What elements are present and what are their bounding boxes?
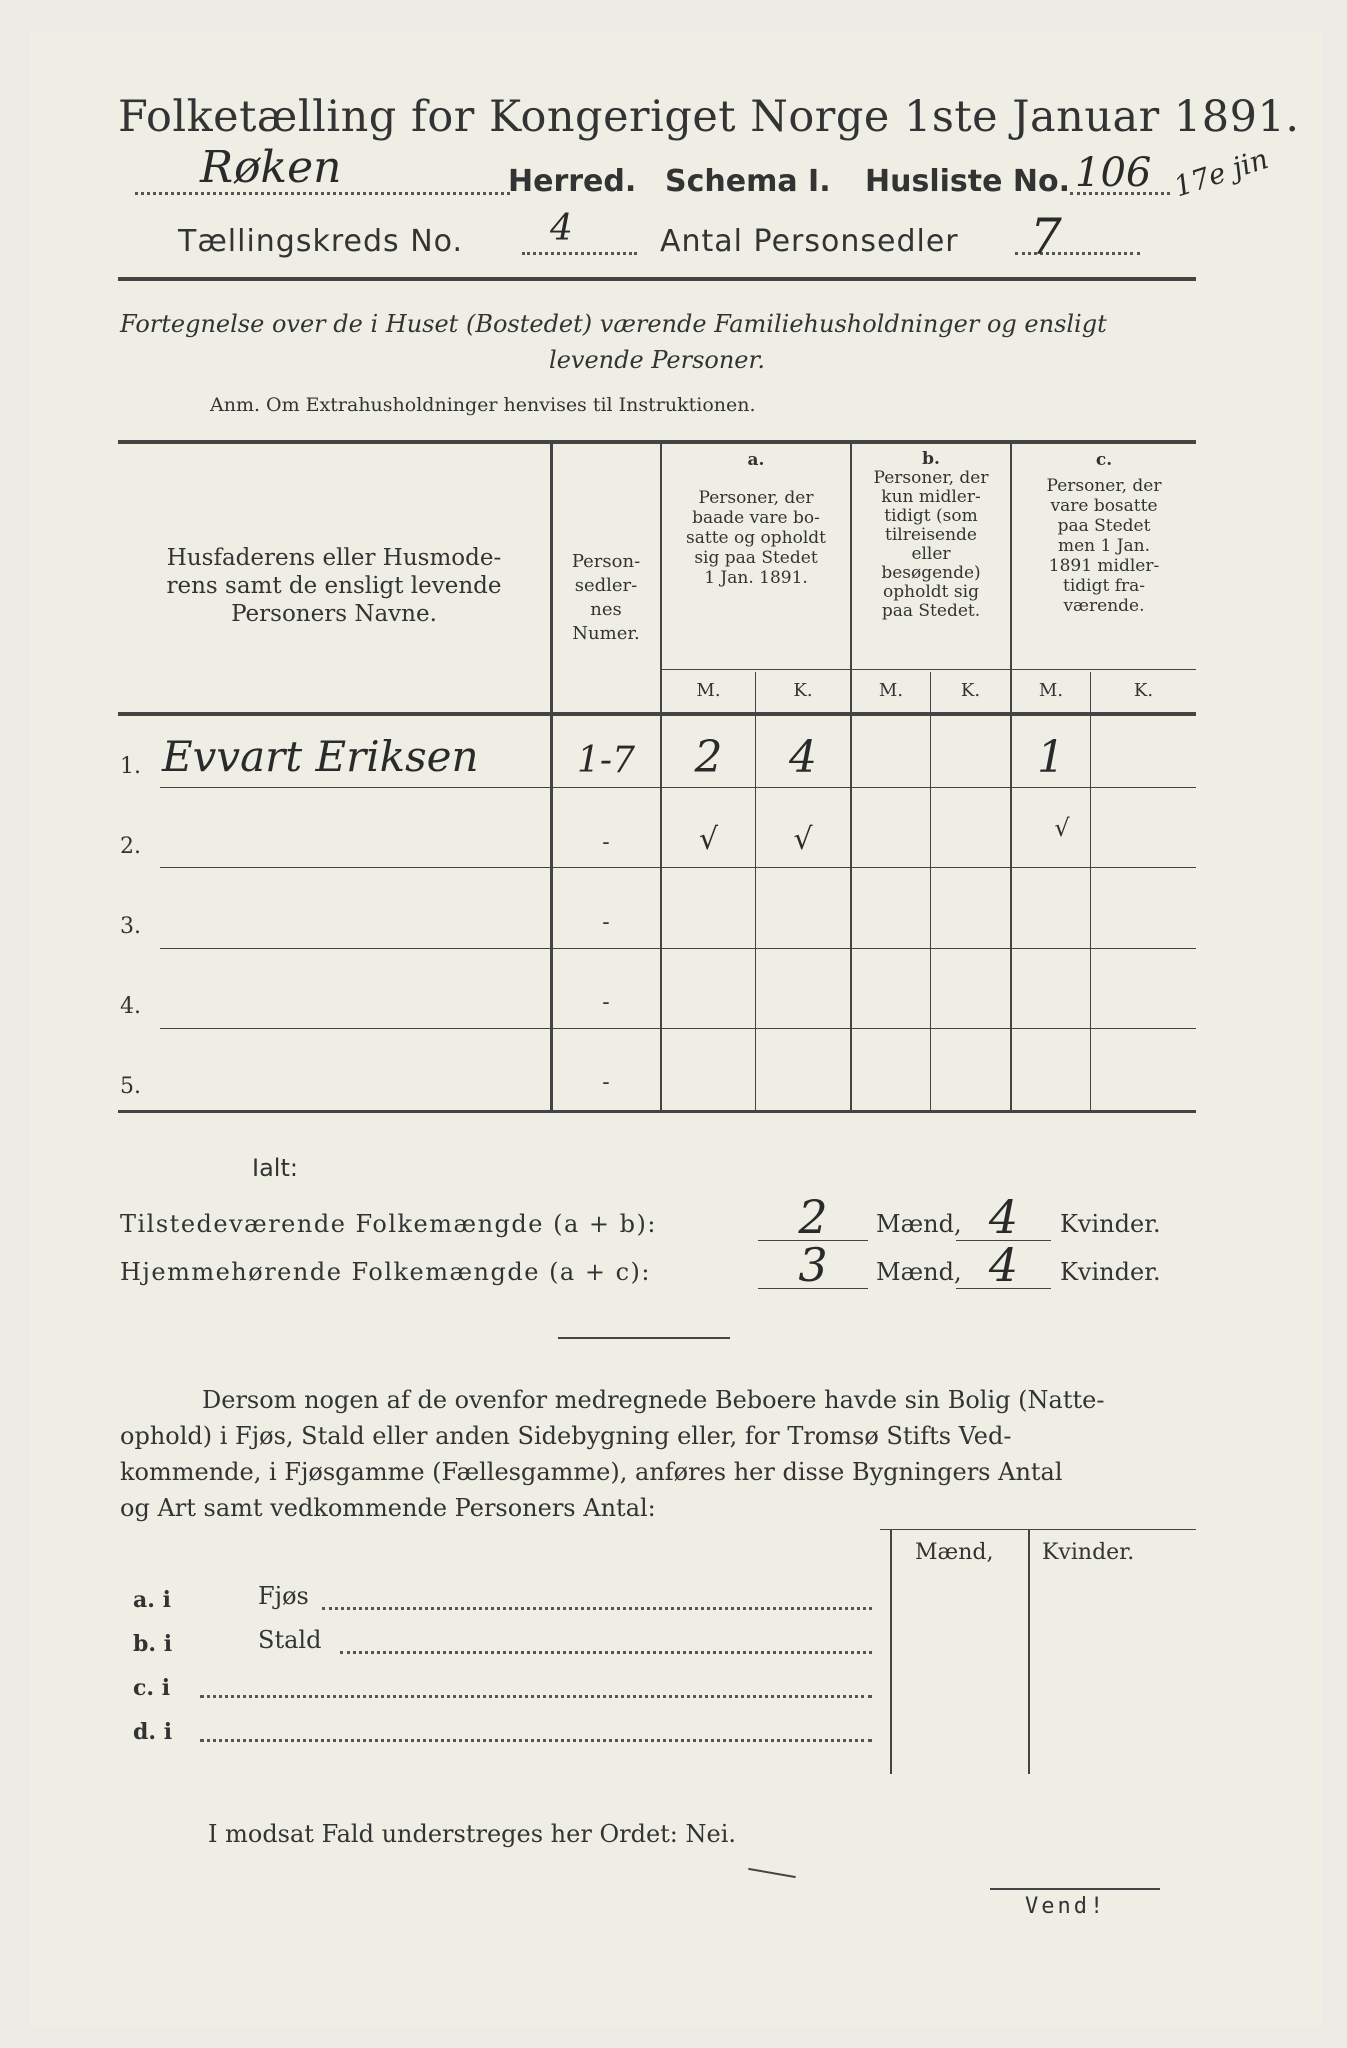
building-dotted-line	[200, 1695, 872, 1698]
b-k-header: K.	[960, 680, 981, 701]
col-c-header-l3: paa Stedet	[1057, 516, 1151, 536]
anm-note: Anm. Om Extrahusholdninger henvises til Instruktionen.	[210, 394, 756, 416]
herred-label: Herred.	[508, 164, 637, 199]
col-divider-bm	[930, 672, 931, 1112]
col-b-header-l8: paa Stedet.	[881, 601, 981, 621]
intro-line-1: Fortegnelse over de i Huset (Bostedet) værende Familiehusholdninger og ensligt	[120, 310, 1107, 338]
col-a-header-l5: 1 Jan. 1891.	[704, 568, 808, 588]
table-row-num: -	[602, 910, 610, 935]
row-separator-1	[160, 787, 1196, 788]
nei-underline-mark	[748, 1868, 796, 1878]
hjemme-k-value: 4	[988, 1238, 1019, 1292]
col-b-header-l1: Personer, der	[873, 468, 989, 488]
table-row-a-k: 4	[789, 732, 817, 783]
col-c-header-l7: værende.	[1063, 596, 1145, 616]
mk-subheader-rule	[660, 669, 1196, 670]
antal-label: Antal Personsedler	[660, 224, 959, 259]
table-row-number: 3.	[120, 914, 141, 939]
col-c-header-l5: 1891 midler-	[1048, 556, 1160, 576]
form-title: Folketælling for Kongeriget Norge 1ste Januar 1891.	[118, 92, 1300, 142]
table-bottom-rule	[118, 1110, 1196, 1113]
tilstede-m-value: 2	[798, 1190, 828, 1244]
table-row-a-m: 2	[694, 732, 723, 783]
col-b-header	[852, 450, 1010, 621]
col-b-header-l6: besøgende)	[881, 563, 981, 583]
row-separator-2	[160, 867, 1196, 868]
col-num-header-l4: Numer.	[572, 623, 640, 644]
table-row-name: Evvart Eriksen	[162, 732, 479, 781]
para-line-3: kommende, i Fjøsgamme (Fællesgamme), anføres her disse Bygningers Antal	[120, 1458, 1063, 1486]
hjemme-m-value: 3	[798, 1238, 828, 1292]
para-line-4: og Art samt vedkommende Personers Antal:	[120, 1494, 656, 1522]
building-dotted-line	[340, 1651, 872, 1654]
col-num-header-l2: sedler-	[574, 575, 638, 596]
section-divider	[558, 1337, 730, 1339]
buildings-kvinder-header: Kvinder.	[1042, 1540, 1135, 1565]
col-name-header-l1: Husfaderens eller Husmode-	[166, 545, 502, 571]
c-m-header: M.	[1038, 680, 1064, 701]
header-rule	[118, 277, 1196, 281]
building-letter: a. i	[133, 1587, 171, 1613]
building-letter: b. i	[133, 1631, 173, 1657]
col-name-header	[118, 544, 550, 628]
col-num-header-l3: nes	[590, 599, 622, 620]
census-form-page	[30, 32, 1322, 2028]
antal-value: 7	[1030, 208, 1062, 266]
building-label: Stald	[258, 1626, 322, 1654]
vend-rule	[990, 1888, 1160, 1890]
col-b-letter: b.	[922, 449, 940, 469]
col-b-header-l7: opholdt sig	[883, 582, 979, 602]
hjemme-kvinder-label: Kvinder.	[1060, 1258, 1161, 1286]
col-a-letter: a.	[747, 450, 765, 470]
building-dotted-line	[200, 1739, 872, 1742]
building-label: Fjøs	[258, 1582, 309, 1610]
col-a-header-l3: satte og opholdt	[686, 528, 826, 548]
c-k-header: K.	[1133, 680, 1154, 701]
table-row-a-k: √	[793, 822, 813, 857]
hjemme-maend-label: Mænd,	[876, 1258, 962, 1286]
intro-line-2: levende Personer.	[549, 346, 765, 374]
tilstede-maend-label: Mænd,	[876, 1210, 962, 1238]
table-row-num: 1-7	[577, 740, 635, 781]
buildings-top-rule	[880, 1529, 1196, 1530]
para-line-2: ophold) i Fjøs, Stald eller anden Sidebygning eller, for Tromsø Stifts Ved-	[120, 1422, 1012, 1450]
table-row-num: -	[602, 990, 610, 1015]
tilstede-kvinder-label: Kvinder.	[1060, 1210, 1161, 1238]
table-header-bottom-rule	[118, 712, 1196, 716]
modsat-text: I modsat Fald understreges her Ordet: Nei.	[208, 1820, 737, 1848]
kreds-label: Tællingskreds No.	[178, 224, 463, 259]
husliste-note: 17e jin	[1170, 142, 1273, 204]
col-num-header	[552, 550, 660, 646]
col-c-letter: c.	[1095, 450, 1113, 470]
buildings-divider-2	[1028, 1529, 1030, 1774]
b-m-header: M.	[878, 680, 904, 701]
vend-label: Vend!	[1025, 1894, 1107, 1919]
col-divider-cm	[1090, 672, 1091, 1112]
herred-value: Røken	[200, 142, 342, 193]
ialt-label: Ialt:	[252, 1154, 298, 1182]
tilstede-label: Tilstedeværende Folkemængde (a + b):	[120, 1210, 657, 1238]
table-row-number: 4.	[120, 994, 141, 1019]
hjemme-label: Hjemmehørende Folkemængde (a + c):	[120, 1258, 651, 1286]
col-b-header-l4: tilreisende	[884, 525, 977, 545]
col-c-header-l2: vare bosatte	[1050, 496, 1158, 516]
para-line-1: Dersom nogen af de ovenfor medregnede Beboere havde sin Bolig (Natte-	[202, 1386, 1105, 1414]
col-b-header-l5: eller	[911, 544, 951, 564]
col-c-header-l6: tidigt fra-	[1062, 576, 1145, 596]
table-row-c-m: 1	[1037, 732, 1065, 783]
building-letter: d. i	[133, 1719, 173, 1745]
tilstede-k-value: 4	[988, 1190, 1019, 1244]
table-row-number: 1.	[120, 754, 141, 779]
table-row-a-m: √	[698, 822, 719, 857]
col-b-header-l3: tidigt (som	[884, 506, 978, 526]
table-row-num: -	[602, 1070, 610, 1095]
buildings-divider-1	[890, 1529, 892, 1774]
table-row-num: -	[602, 830, 610, 855]
col-name-header-l2: rens samt de ensligt levende	[166, 573, 502, 599]
col-b-header-l2: kun midler-	[881, 487, 981, 507]
col-num-header-l1: Person-	[571, 551, 641, 572]
table-top-rule	[118, 440, 1196, 444]
table-row-c-m: √	[1054, 814, 1070, 842]
a-m-header: M.	[696, 680, 721, 701]
kreds-dotted-line	[522, 252, 637, 255]
col-c-header	[1012, 450, 1196, 616]
col-a-header	[662, 450, 850, 588]
row-separator-3	[160, 948, 1196, 949]
col-a-header-l2: baade vare bo-	[692, 508, 820, 528]
building-letter: c. i	[133, 1675, 171, 1701]
row-separator-4	[160, 1028, 1196, 1029]
table-row-number: 5.	[120, 1074, 141, 1099]
husliste-value: 106	[1075, 150, 1152, 196]
col-c-header-l4: men 1 Jan.	[1057, 536, 1151, 556]
kreds-value: 4	[550, 208, 573, 249]
building-dotted-line	[322, 1607, 872, 1610]
husliste-label: Husliste No.	[865, 164, 1070, 199]
table-row-number: 2.	[120, 834, 141, 859]
col-name-header-l3: Personers Navne.	[231, 601, 437, 627]
col-c-header-l1: Personer, der	[1046, 476, 1162, 496]
a-k-header: K.	[793, 680, 813, 701]
schema-label: Schema I.	[665, 164, 831, 199]
col-a-header-l4: sig paa Stedet	[694, 548, 818, 568]
buildings-maend-header: Mænd,	[915, 1540, 994, 1565]
col-a-header-l1: Personer, der	[698, 488, 814, 508]
